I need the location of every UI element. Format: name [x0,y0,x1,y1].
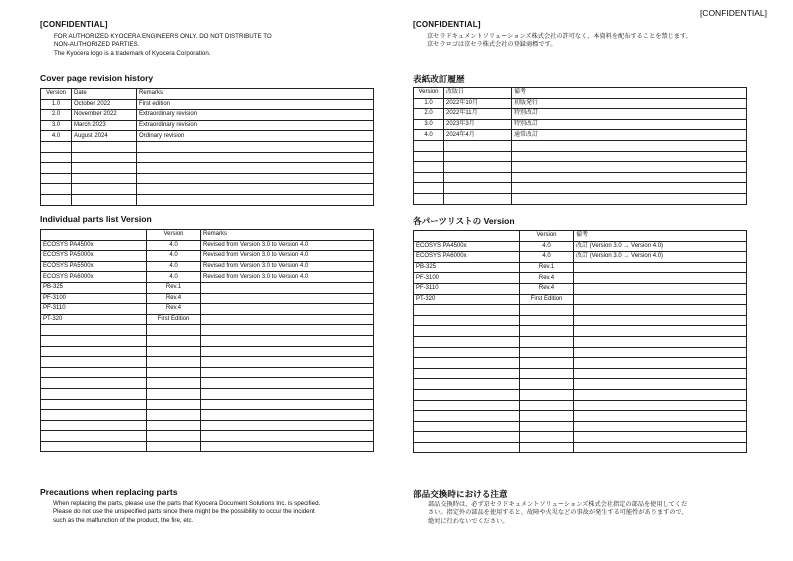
precaution-line: 絶対に行わないでください。 [428,517,509,525]
table-header-row [414,88,747,99]
table-cell [512,183,747,194]
table-cell: Revised from Version 3.0 to Version 4.0 [201,261,374,272]
table-cell: 4.0 [414,130,444,141]
table-cell [414,305,520,316]
table-cell: PF-3100 [414,273,520,284]
table-cell: Revised from Version 3.0 to Version 4.0 [201,272,374,283]
table-cell: 3.0 [41,120,72,131]
table-row [41,152,374,163]
precaution-line: 部品交換時は、必ず京セラドキュメントソリューションズ株式会社指定の部品を使用してくだ [428,501,688,508]
table-cell [414,379,520,390]
table-cell [201,441,374,452]
table-cell [444,151,512,162]
table-cell [137,141,374,152]
table-cell [137,184,374,195]
table-cell [41,378,147,389]
table-cell [414,347,520,358]
table-row [414,241,747,252]
table-cell: March 2023 [72,120,137,131]
table-cell [147,378,201,389]
table-cell [414,411,520,422]
precautions-text-jp [428,501,753,526]
table-header-row [41,230,374,241]
table-cell: 2022年11月 [444,109,512,120]
table-cell [41,163,72,174]
table-cell: ECOSYS PA5500x [41,261,147,272]
column-header: 備考 [574,231,747,242]
table-cell: PF-3100 [41,293,147,304]
table-row [414,109,747,120]
table-cell [147,388,201,399]
table-cell [574,305,747,316]
table-cell [520,421,574,432]
table-cell: 改訂 (Version 3.0 → Version 4.0) [574,252,747,263]
table-row [414,421,747,432]
table-cell [201,346,374,357]
table-row [414,193,747,204]
column-header: Remarks [201,230,374,241]
table-cell [414,151,444,162]
table-row [41,378,374,389]
table-cell [41,141,72,152]
table-cell [147,441,201,452]
table-cell [201,293,374,304]
table-cell [574,442,747,453]
table-cell [574,347,747,358]
column-header: 備考 [512,88,747,99]
table-row [41,410,374,421]
english-column [40,20,375,58]
table-cell: 2.0 [414,109,444,120]
confidential-label-jp: [CONFIDENTIAL] [413,20,481,29]
table-cell [574,326,747,337]
table-cell: 1.0 [414,98,444,109]
table-cell [574,262,747,273]
table-row [41,131,374,142]
table-row [41,304,374,315]
column-header: Version [41,89,72,100]
table-row [41,261,374,272]
table-header-row [414,231,747,242]
table-row [41,173,374,184]
table-cell [520,411,574,422]
cover-history-title: Cover page revision history [40,73,154,83]
table-row [414,347,747,358]
parts-version-title: Individual parts list Version [40,214,152,224]
table-cell [41,399,147,410]
column-header: Date [72,89,137,100]
table-row [414,389,747,400]
table-row [414,442,747,453]
table-row [414,326,747,337]
table-cell [201,431,374,442]
notice-line: The Kyocera logo is a trademark of Kyocera Corporation. [54,49,211,57]
table-cell [72,163,137,174]
table-cell: Rev.4 [147,293,201,304]
table-row [414,183,747,194]
table-cell [574,273,747,284]
table-cell [137,152,374,163]
table-cell [147,367,201,378]
column-header: Version [414,88,444,99]
table-cell: PT-320 [414,294,520,305]
table-cell [520,432,574,443]
table-row [41,314,374,325]
notice-line: 京セラドキュメントソリューションズ株式会社の許可なく、本資料を配布することを禁じます。 [427,33,692,40]
table-cell: First Edition [520,294,574,305]
table-cell: 通常改訂 [512,130,747,141]
table-cell [41,420,147,431]
table-cell [520,347,574,358]
table-cell [444,140,512,151]
table-row [41,110,374,121]
table-cell [147,410,201,421]
table-cell [41,357,147,368]
table-row [414,262,747,273]
table-cell: ECOSYS PA5000x [41,251,147,262]
table-cell [201,367,374,378]
table-cell: Rev.4 [147,304,201,315]
notice-line: NON-AUTHORIZED PARTIES. [54,41,140,49]
table-row [41,163,374,174]
table-cell [72,152,137,163]
table-cell [41,184,72,195]
table-cell: Rev.1 [520,262,574,273]
table-row [414,315,747,326]
table-cell [137,194,374,205]
table-cell: ECOSYS PA4500x [41,240,147,251]
table-cell [201,304,374,315]
table-cell [72,173,137,184]
table-cell: 4.0 [41,131,72,142]
table-cell: 3.0 [414,119,444,130]
table-row [414,283,747,294]
table-row [414,98,747,109]
table-cell [41,431,147,442]
table-cell [444,193,512,204]
table-cell [41,173,72,184]
table-cell [414,183,444,194]
table-cell [414,442,520,453]
table-row [414,151,747,162]
table-row [414,172,747,183]
table-cell [41,410,147,421]
japanese-column [413,20,748,50]
table-cell [201,335,374,346]
table-row [414,411,747,422]
table-cell [414,326,520,337]
table-cell [574,294,747,305]
table-row [41,251,374,262]
table-cell [520,305,574,316]
precaution-line: such as the malfunction of the product, the fire, etc. [53,516,194,524]
cover-revision-table [40,88,374,206]
table-cell [444,183,512,194]
table-cell: 4.0 [520,241,574,252]
table-cell [201,282,374,293]
table-cell [414,193,444,204]
cover-revision-table-jp [413,87,747,205]
table-row [414,368,747,379]
table-cell: November 2022 [72,110,137,121]
table-row [41,293,374,304]
table-cell [512,162,747,173]
table-cell: 特別改訂 [512,109,747,120]
table-cell [201,325,374,336]
table-cell [574,400,747,411]
table-cell [41,152,72,163]
table-cell [574,336,747,347]
table-cell [147,420,201,431]
table-row [41,325,374,336]
table-cell [201,314,374,325]
table-cell: First edition [137,99,374,110]
column-header [414,231,520,242]
table-row [414,358,747,369]
table-row [414,336,747,347]
precaution-line: さい。指定外の部品を使用すると、故障や火災などの事故が発生する可能性がありますので、 [428,509,688,517]
table-cell: PF-3110 [414,283,520,294]
distribution-notice [54,33,375,58]
table-cell [512,140,747,151]
table-row [414,294,747,305]
table-cell [72,194,137,205]
cover-history-title-jp: 表紙改訂履歴 [413,74,465,84]
table-cell [520,336,574,347]
table-cell [574,432,747,443]
table-cell: August 2024 [72,131,137,142]
table-row [41,240,374,251]
notice-line: FOR AUTHORIZED KYOCERA ENGINEERS ONLY. DO NOT DISTRIBUTE TO [54,33,272,40]
table-cell [520,315,574,326]
table-row [41,441,374,452]
table-cell: October 2022 [72,99,137,110]
table-cell [137,173,374,184]
table-cell [201,399,374,410]
table-cell [147,346,201,357]
precautions-title: Precautions when replacing parts [40,487,178,497]
table-cell [41,367,147,378]
table-cell [147,325,201,336]
table-cell [520,358,574,369]
table-cell: First Edition [147,314,201,325]
table-cell [520,442,574,453]
table-row [41,399,374,410]
table-cell [41,194,72,205]
table-cell [574,315,747,326]
table-cell [147,335,201,346]
table-cell [414,172,444,183]
table-cell [512,151,747,162]
table-row [41,99,374,110]
table-cell: PB-325 [414,262,520,273]
table-cell [414,140,444,151]
table-cell: Revised from Version 3.0 to Version 4.0 [201,240,374,251]
table-cell: 4.0 [147,251,201,262]
table-cell [574,411,747,422]
table-cell [147,357,201,368]
table-row [41,346,374,357]
table-cell [41,388,147,399]
table-cell [147,399,201,410]
table-row [414,432,747,443]
table-cell [520,389,574,400]
table-row [414,273,747,284]
table-cell [414,162,444,173]
table-header-row [41,89,374,100]
table-cell [41,335,147,346]
table-cell: 特別改訂 [512,119,747,130]
table-cell: 4.0 [520,252,574,263]
table-row [414,305,747,316]
table-cell [201,388,374,399]
table-row [41,282,374,293]
table-cell: 2.0 [41,110,72,121]
table-cell: Rev.4 [520,273,574,284]
table-cell [41,346,147,357]
table-cell [137,163,374,174]
column-header: Remarks [137,89,374,100]
table-cell: 2022年10月 [444,98,512,109]
table-row [414,379,747,390]
table-cell [414,400,520,411]
table-cell [414,315,520,326]
table-cell [201,410,374,421]
table-cell: Ordinary revision [137,131,374,142]
table-row [414,119,747,130]
table-cell [414,389,520,400]
table-cell: PT-320 [41,314,147,325]
table-cell [72,184,137,195]
table-cell [574,379,747,390]
table-cell [414,368,520,379]
table-cell [147,431,201,442]
table-cell [444,162,512,173]
table-row [41,420,374,431]
table-cell: ECOSYS PA6000x [414,252,520,263]
precautions-text [53,500,383,525]
table-cell [201,378,374,389]
table-cell: 2024年4月 [444,130,512,141]
table-cell: Rev.4 [520,283,574,294]
table-cell [520,368,574,379]
parts-version-table-jp [413,230,747,453]
table-cell [72,141,137,152]
table-cell: Extraordinary revision [137,120,374,131]
table-row [41,335,374,346]
table-cell: 4.0 [147,240,201,251]
table-row [41,141,374,152]
table-cell: ECOSYS PA4500x [414,241,520,252]
table-cell [574,368,747,379]
precaution-line: When replacing the parts, please use the parts that Kyocera Document Solutions Inc. is specified. [53,500,321,507]
table-cell [574,421,747,432]
table-cell [414,358,520,369]
table-row [41,272,374,283]
table-row [41,431,374,442]
table-row [41,194,374,205]
table-cell [201,420,374,431]
table-row [41,120,374,131]
table-cell [520,400,574,411]
table-row [414,400,747,411]
table-cell [414,432,520,443]
table-row [414,140,747,151]
table-cell: PF-3110 [41,304,147,315]
table-cell: Extraordinary revision [137,110,374,121]
table-cell [512,172,747,183]
table-cell [512,193,747,204]
table-row [41,367,374,378]
table-cell [41,325,147,336]
table-cell: 1.0 [41,99,72,110]
table-cell: 4.0 [147,261,201,272]
table-row [41,357,374,368]
table-cell: PB-325 [41,282,147,293]
table-cell [574,283,747,294]
table-row [41,388,374,399]
column-header [41,230,147,241]
notice-line: 京セラロゴは京セラ株式会社の登録商標です。 [427,41,557,49]
confidential-tag: [CONFIDENTIAL] [699,8,767,18]
column-header: Version [147,230,201,241]
table-cell [574,358,747,369]
table-cell [414,336,520,347]
column-header: Version [520,231,574,242]
table-cell [520,379,574,390]
table-row [414,162,747,173]
table-row [414,130,747,141]
table-cell: 改訂 (Version 3.0 → Version 4.0) [574,241,747,252]
parts-version-table [40,229,374,452]
table-cell [41,441,147,452]
table-cell: ECOSYS PA6000x [41,272,147,283]
precautions-title-jp: 部品交換時における注意 [413,489,508,499]
table-cell [520,326,574,337]
distribution-notice-jp [427,33,748,50]
table-cell [201,357,374,368]
column-header: 改版日 [444,88,512,99]
table-row [41,184,374,195]
table-cell [414,421,520,432]
table-cell: Rev.1 [147,282,201,293]
table-cell [574,389,747,400]
table-row [414,252,747,263]
table-cell: 初版発行 [512,98,747,109]
parts-version-title-jp: 各パーツリストの Version [413,216,515,226]
table-cell [444,172,512,183]
precaution-line: Please do not use the unspecified parts since there might be the possibility to occur the incident [53,508,315,516]
confidential-label: [CONFIDENTIAL] [40,20,108,29]
table-cell: Revised from Version 3.0 to Version 4.0 [201,251,374,262]
table-cell: 4.0 [147,272,201,283]
table-cell: 2023年3月 [444,119,512,130]
